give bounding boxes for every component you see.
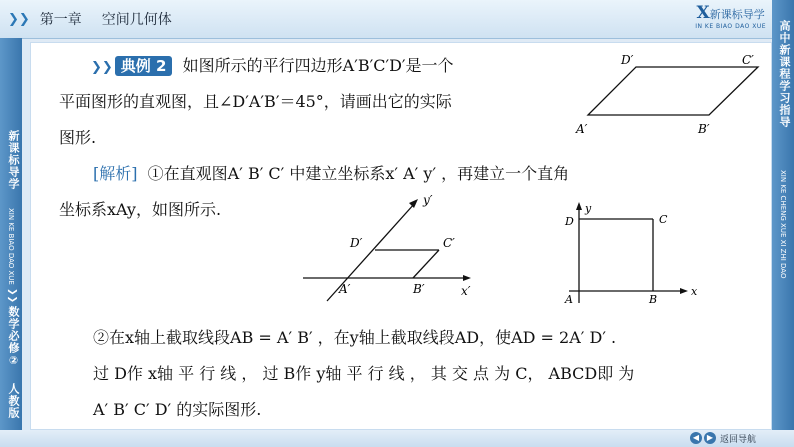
solution-text-1: ①在直观图A′ B′ C′ 中建立坐标系x′ A′ y′ ，再建立一个直角 (147, 164, 570, 183)
fig2-label-b: B′ (413, 282, 425, 296)
brand-logo (695, 3, 766, 30)
fig1-label-a: A′ (576, 122, 588, 136)
example-text-1: 如图所示的平行四边形A′B′C′D′是一个 (182, 56, 454, 75)
chapter-heading (8, 6, 192, 32)
solution-text-5: A′ B′ C′ D′ 的实际图形. (93, 400, 262, 419)
slide-content (30, 42, 772, 430)
parallelogram-shape (588, 67, 758, 115)
fig2-label-y: y′ (423, 193, 433, 207)
brand-letter: X (696, 3, 710, 23)
parallelogram-figure (566, 47, 771, 143)
fig2-label-a: A′ (339, 282, 351, 296)
solution-text-2: 坐标系xAy，如图所示. (59, 200, 222, 219)
solution-line-1 (93, 161, 569, 184)
fig2-right-edge (413, 250, 439, 278)
example-arrow-icon: ❯❯ (91, 60, 113, 75)
next-page-button[interactable]: ▶ (704, 432, 716, 444)
right-sidebar-pinyin: XIN KE CHENG XUE XI ZHI DAO (779, 170, 787, 279)
chevron-icon: ❯❯ (8, 11, 30, 27)
left-sidebar-title: 新课标导学 (7, 130, 20, 190)
fig3-x-arrow-icon (680, 288, 688, 294)
brand-pinyin: IN KE BIAO DAO XUE (695, 23, 766, 30)
fig3-label-x: x (691, 285, 698, 298)
book-title: 数学必修② (7, 306, 20, 368)
fig2-label-x: x′ (461, 284, 471, 298)
prev-page-button[interactable]: ◀ (690, 432, 702, 444)
example-text-3: 图形. (59, 128, 97, 147)
chapter-title: 空间几何体 (101, 12, 172, 28)
example-badge: 典例 2 (115, 56, 173, 76)
brand-name: 新课标导学 (709, 8, 765, 21)
fig3-label-c: C (659, 213, 668, 226)
solution-text-3: ②在x轴上截取线段AB = A′ B′ ，在y轴上截取线段AD，使AD = 2A′ D′ . (93, 328, 617, 347)
fig1-label-b: B′ (698, 122, 710, 136)
edition-label: 人教版 (7, 383, 20, 419)
fig3-label-d: D (565, 215, 574, 228)
fig1-label-d: D′ (621, 53, 634, 67)
fig1-label-c: C′ (742, 53, 754, 67)
bottom-nav-bar (0, 430, 794, 447)
fig3-label-a: A (565, 293, 573, 306)
top-header (0, 0, 794, 39)
example-text-2: 平面图形的直观图，且∠D′A′B′＝45°，请画出它的实际 (59, 92, 452, 111)
rectangle-axes-figure (537, 195, 707, 307)
right-sidebar (772, 0, 794, 430)
fig2-x-arrow-icon (463, 275, 471, 281)
double-arrow-icon: ❯❯ (7, 288, 17, 304)
fig3-y-arrow-icon (576, 202, 582, 210)
solution-text-4: 过 D作 x轴 平 行 线 ， 过 B作 y轴 平 行 线 ， 其 交 点 为 C， ABCD即 为 (93, 364, 635, 383)
fig3-label-y: y (585, 202, 592, 215)
fig2-label-d: D′ (350, 236, 363, 250)
oblique-axes-figure (301, 193, 481, 305)
right-sidebar-title: 高中新课程学习指导 (778, 20, 791, 128)
fig3-label-b: B (649, 293, 658, 306)
return-nav-link[interactable]: 返回导航 (719, 435, 756, 445)
chapter-number: 第一章 (39, 12, 82, 28)
left-sidebar-pinyin: XIN KE BIAO DAO XUE (7, 208, 15, 285)
solution-label: [解析] (93, 164, 138, 183)
left-sidebar (0, 38, 22, 430)
example-line-1 (91, 53, 454, 76)
fig2-label-c: C′ (443, 236, 455, 250)
fig2-y-arrow-icon (409, 199, 418, 208)
